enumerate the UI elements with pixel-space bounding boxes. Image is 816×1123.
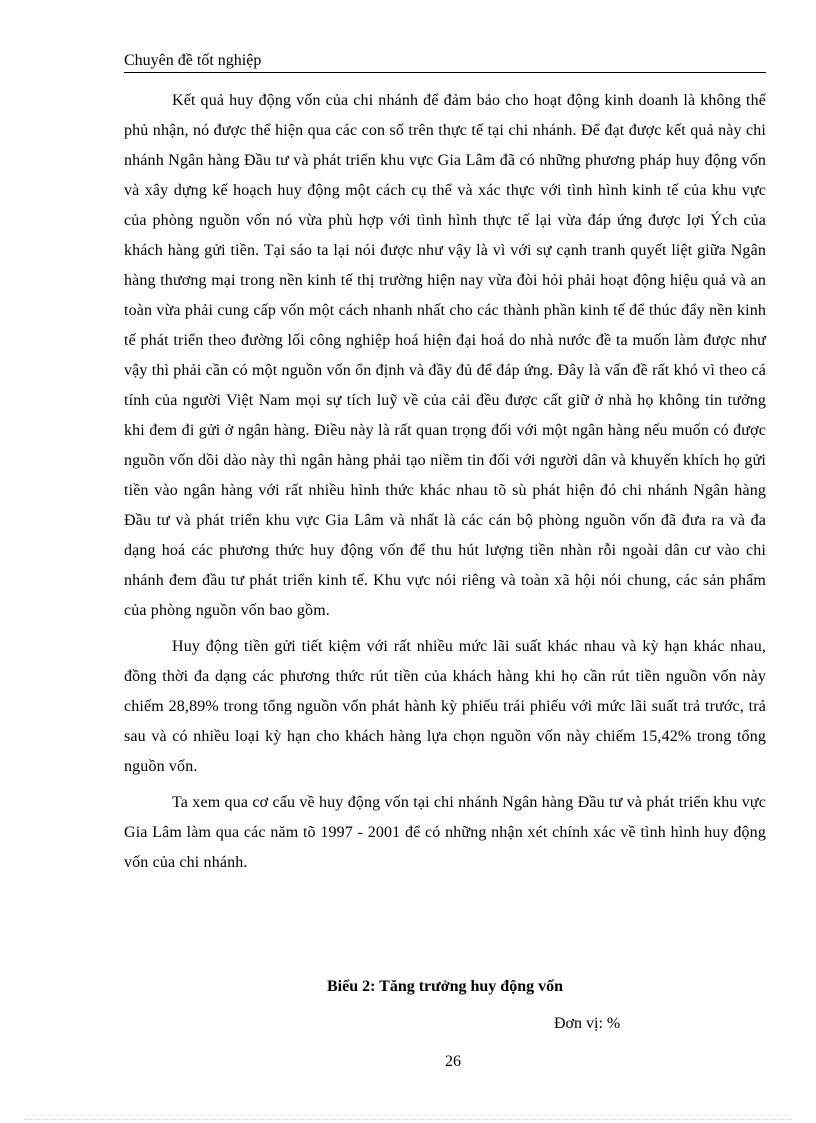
unit-label: Đơn vị: %: [554, 1015, 621, 1032]
table-caption: Biểu 2: Tăng trưởng huy động vốn: [326, 978, 563, 995]
page-bottom-divider: [24, 1119, 792, 1120]
page-header: [124, 50, 766, 73]
page-number: 26: [445, 1053, 461, 1070]
body-text: [124, 86, 766, 884]
paragraph: Huy động tiền gửi tiết kiệm với rất nhiều mức lãi suất khác nhau và kỳ hạn khác nhau, đồng thời đa dạng các phương thức rút tiền của khách hàng khi họ cần rút tiền nguồn vốn này chiếm 28,89% trong tổng nguồn vốn phát hành kỳ phiếu trái phiếu với mức lãi suất trả trước, trả sau và có nhiều loại kỳ hạn cho khách hàng lựa chọn nguồn vốn này chiếm 15,42% trong tổng nguồn vốn.: [124, 638, 766, 775]
paragraph: Kết quả huy động vốn của chi nhánh để đảm bảo cho hoạt động kinh doanh là không thể phủ nhận, nó được thể hiện qua các con số trên thực tế tại chi nhánh. Để đạt được kết quả này chi nhánh Ngân hàng Đầu tư và phát triển khu vực Gia Lâm đã có những phương pháp huy động vốn và xây dựng kế hoạch huy động một cách cụ thể và xác thực với tình hình kinh tế của khu vực của phòng nguồn vốn nó vừa phù hợp với tình hình thực tế lại vừa đáp ứng được lợi Ých của khách hàng gửi tiền. Tại sáo ta lại nói được như vậy là vì với sự cạnh tranh quyết liệt giữa Ngân hàng thương mại trong nền kinh tế thị trường hiện nay vừa đòi hỏi phải hoạt động hiệu quả và an toàn vừa phải cung cấp vốn một cách nhanh nhất cho các thành phần kinh tế để thúc đẩy nền kinh tế phát triển theo đường lối công nghiệp hoá hiện đại hoá do nhà nước đề ta muốn làm được như vậy thì phải cần có một nguồn vốn ổn định và đầy đủ để đáp ứng. Đây là vấn đề rất khó vì theo cá tính của người Việt Nam mọi sự tích luỹ về của cải đều được cất giữ ở nhà họ không tin tưởng khi đem đi gửi ở ngân hàng. Điều này là rất quan trọng đối với một ngân hàng nếu muốn có được nguồn vốn dồi dào này thì ngân hàng phải tạo niềm tin đối với người dân và khuyến khích họ gửi tiền vào ngân hàng với rất nhiều hình thức khác nhau tõ sù phát hiện đó chi nhánh Ngân hàng Đầu tư và phát triển khu vực Gia Lâm và nhất là các cán bộ phòng nguồn vốn đã đưa ra và đa dạng hoá các phương thức huy động vốn để thu hút lượng tiền nhàn rỗi ngoài dân cư vào chi nhánh đem đầu tư phát triển kinh tế. Khu vực nói riêng và toàn xã hội nói chung, các sản phẩm của phòng nguồn vốn bao gồm.: [124, 92, 766, 619]
header-title: Chuyên đề tốt nghiệp: [124, 52, 262, 69]
paragraph: Ta xem qua cơ cấu về huy động vốn tại chi nhánh Ngân hàng Đầu tư và phát triển khu vực Gia Lâm làm qua các năm tõ 1997 - 2001 để có những nhận xét chính xác về tình hình huy động vốn của chi nhánh.: [124, 794, 766, 871]
